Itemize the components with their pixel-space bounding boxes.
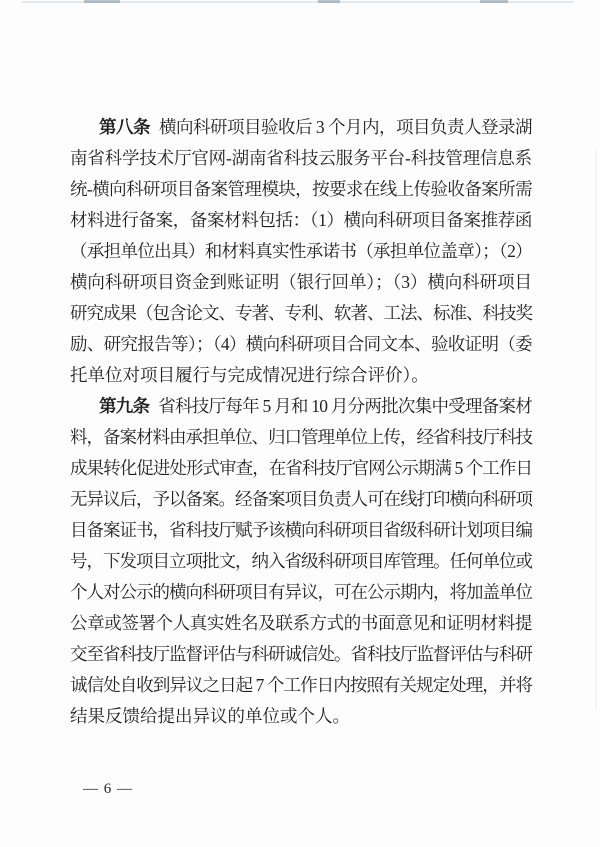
document-line: 目备案证书，省科技厅赋予该横向科研项目省级科研计划项目编 xyxy=(70,520,532,540)
article-9-number: 第九条 xyxy=(99,396,150,416)
document-line: 无异议后，予以备案。经备案项目负责人可在线打印横向科研项 xyxy=(70,489,532,509)
document-line: 诚信处自收到异议之日起 7 个工作日内按照有关规定处理，并将 xyxy=(70,675,533,695)
article-9-first-line-text: 省科技厅每年 5 月和 10 月分两批次集中受理备案材 xyxy=(158,396,532,416)
page-number: — 6 — xyxy=(83,781,133,797)
document-line: （承担单位出具）和材料真实性承诺书（承担单位盖章）；（2） xyxy=(70,241,532,261)
document-line: 统-横向科研项目备案管理模块，按要求在线上传验收备案所需 xyxy=(70,179,533,199)
document-line: 托单位对项目履行与完成情况进行综合评价）。 xyxy=(70,365,429,385)
document-line: 横向科研项目资金到账证明（银行回单）；（3）横向科研项目 xyxy=(70,272,532,292)
article-9-first-line xyxy=(70,391,532,422)
scan-artifact-segment xyxy=(318,0,340,3)
scan-artifact-top-edge xyxy=(22,1,574,3)
document-line: 料，备案材料由承担单位、归口管理单位上传，经省科技厅科技 xyxy=(70,427,532,447)
article-8-number: 第八条 xyxy=(99,117,150,137)
document-body xyxy=(70,112,532,732)
document-line: 结果反馈给提出异议的单位或个人。 xyxy=(70,706,350,726)
document-line: 交至省科技厅监督评估与科研诚信处。省科技厅监督评估与科研 xyxy=(70,644,532,664)
document-line: 南省科学技术厅官网-湖南省科技云服务平台-科技管理信息系 xyxy=(70,148,533,168)
document-line: 材料进行备案，备案材料包括：（1）横向科研项目备案推荐函 xyxy=(70,210,532,230)
document-line: 研究成果（包含论文、专著、专利、软著、工法、标准、科技奖 xyxy=(70,303,532,323)
document-line: 公章或签署个人真实姓名及联系方式的书面意见和证明材料提 xyxy=(70,613,532,633)
document-line: 成果转化促进处形式审查，在省科技厅官网公示期满 5 个工作日 xyxy=(70,458,533,478)
scan-artifact-segment xyxy=(84,0,120,3)
document-line: 励、研究报告等）；（4）横向科研项目合同文本、验收证明（委 xyxy=(70,334,532,354)
scan-artifact-segment xyxy=(480,0,508,3)
document-line: 个人对公示的横向科研项目有异议，可在公示期内，将加盖单位 xyxy=(70,582,532,602)
scan-fold-line xyxy=(595,150,597,710)
article-8-first-line-text: 横向科研项目验收后 3 个月内，项目负责人登录湖 xyxy=(159,117,532,137)
article-8-first-line xyxy=(70,112,532,143)
document-line: 号，下发项目立项批文，纳入省级科研项目库管理。任何单位或 xyxy=(70,551,532,571)
